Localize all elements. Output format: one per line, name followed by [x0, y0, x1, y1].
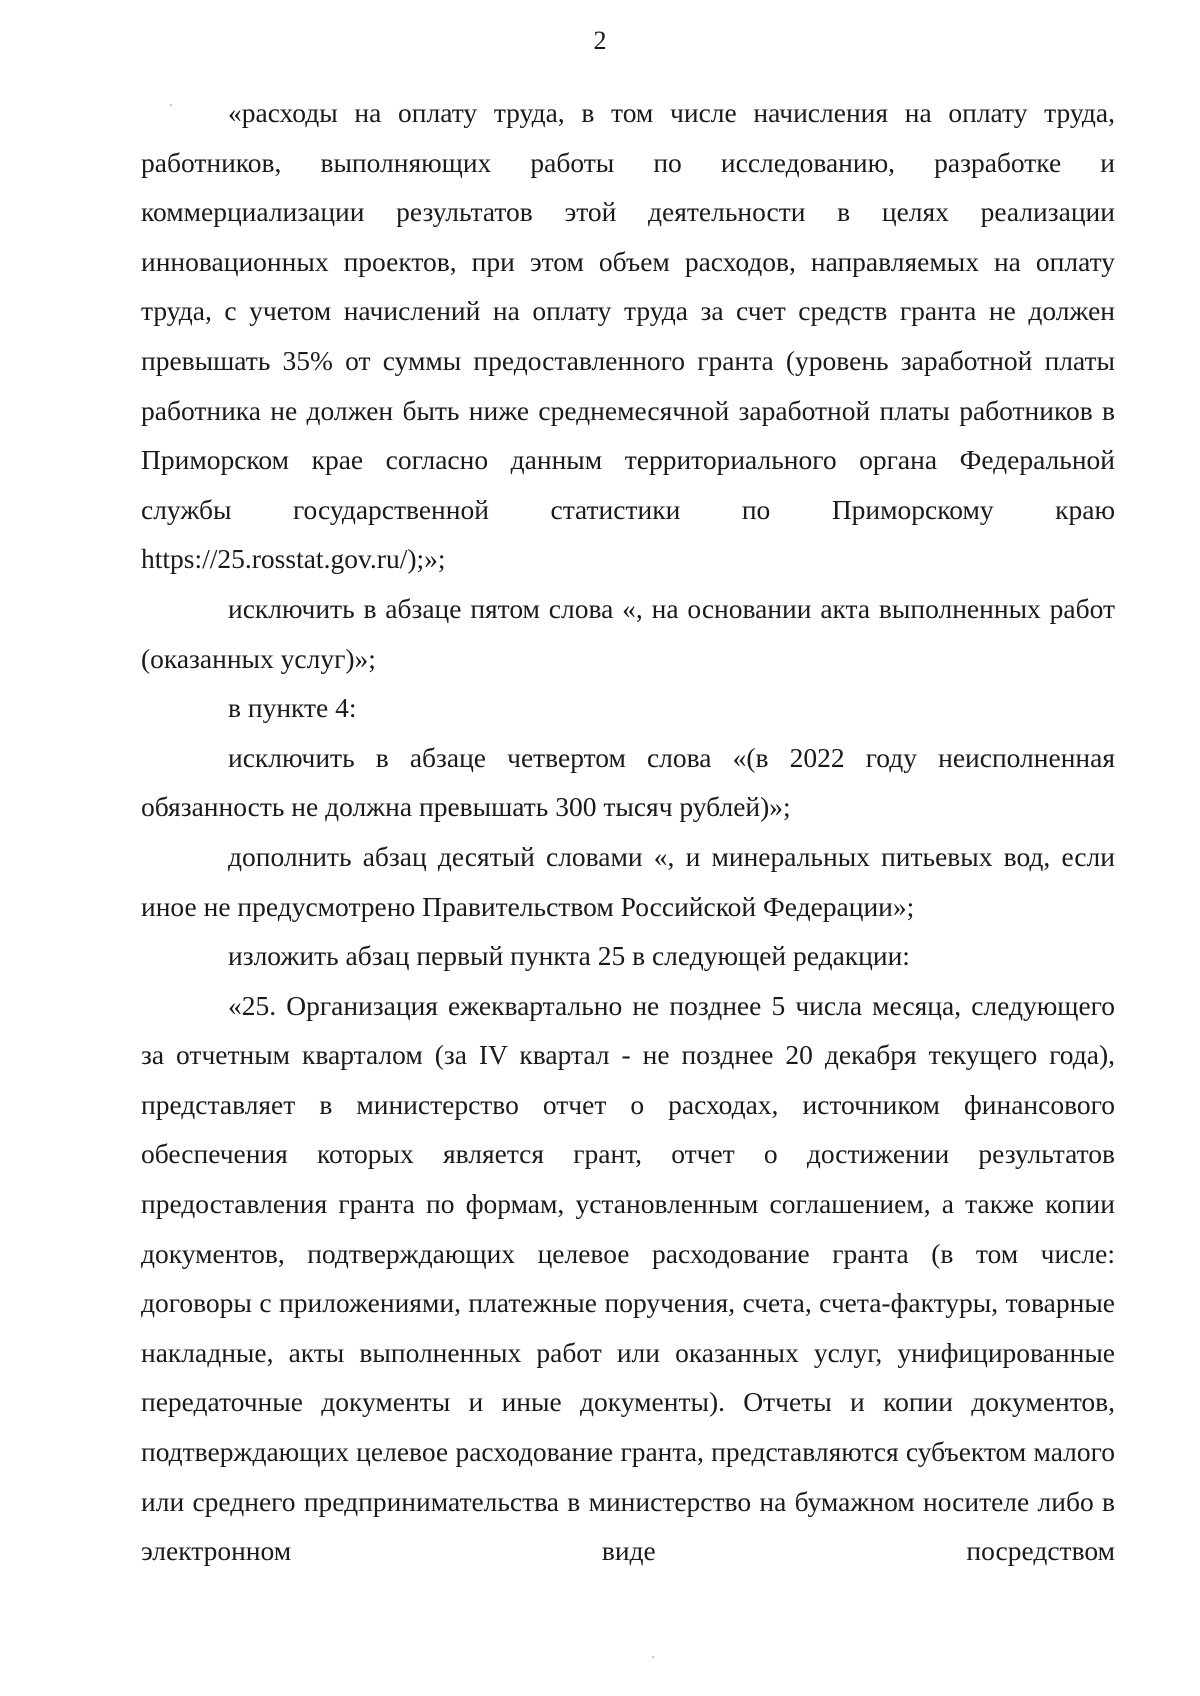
paragraph-exclude-act-words: исключить в абзаце пятом слова «, на основании акта выполненных работ (оказанных услуг)»;	[141, 592, 1115, 674]
scan-speck	[652, 1656, 654, 1658]
paragraph-point-4: в пункте 4:	[228, 692, 357, 724]
document-body	[141, 88, 1115, 1576]
paragraph-exclude-2022-words: исключить в абзаце четвертом слова «(в 2022 году неисполненная обязанность не должна превышать 300 тысяч рублей)»;	[141, 741, 1115, 823]
paragraph-point-25-intro: изложить абзац первый пункта 25 в следующей редакции:	[228, 940, 910, 972]
page-number: 2	[593, 26, 607, 55]
paragraph-labor-expenses: «расходы на оплату труда, в том числе начисления на оплату труда, работников, выполняющих работы по исследованию, разработке и коммерциализации результатов этой деятельности в целях реализации инновационных проектов, при этом объем расходов, направляемых на оплату труда, с учетом начислений на оплату труда за счет средств гранта не должен превышать 35% от суммы предоставленного гранта (уровень заработной платы работника не должен быть ниже среднемесячной заработной платы работников в Приморском крае согласно данным территориального органа Федеральной службы государственной статистики по Приморскому краю https://25.rosstat.gov.ru/);»;	[141, 97, 1115, 575]
paragraph-add-mineral-waters: дополнить абзац десятый словами «, и минеральных питьевых вод, если иное не предусмотрено Правительством Российской Федерации»;	[141, 840, 1115, 922]
paragraph-point-25-text: «25. Организация ежеквартально не позднее 5 числа месяца, следующего за отчетным кварталом (за IV квартал - не позднее 20 декабря текущего года), представляет в министерство отчет о расходах, источником финансового обеспечения которых является грант, отчет о достижении результатов предоставления гранта по формам, установленным соглашением, а также копии документов, подтверждающих целевое расходование гранта (в том числе: договоры с приложениями, платежные поручения, счета, счета-фактуры, товарные накладные, акты выполненных работ или оказанных услуг, унифицированные передаточные документы и иные документы). Отчеты и копии документов, подтверждающих целевое расходование гранта, представляются субъектом малого или среднего предпринимательства в министерство на бумажном носителе либо в электронном виде посредством	[141, 989, 1115, 1567]
